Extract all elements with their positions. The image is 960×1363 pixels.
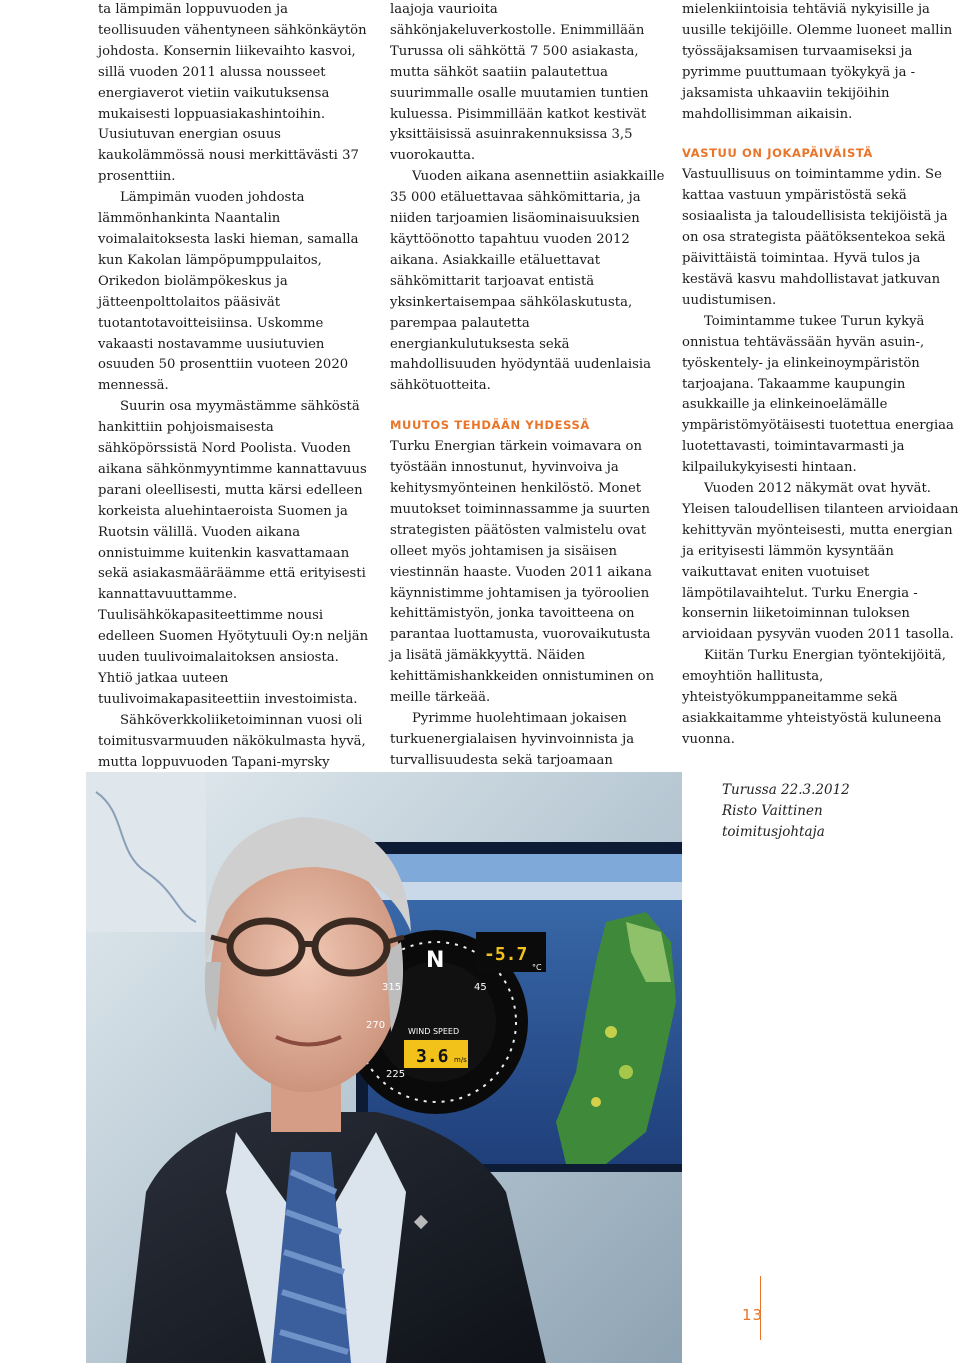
paragraph: Vuoden 2012 näkymät ovat hyvät. Yleisen taloudellisen tilanteen arvioidaan kehittyvän myönteisesti, mutta energian ja erityisesti lämmön kysyntään vaikuttavat eniten vuotuiset lämpötilavaihtelut. Turku Energia -konsernin liiketoiminnan tuloksen arvioidaan pysyvän vuoden 2011 tasolla. xyxy=(682,481,959,643)
paragraph: Vuoden aikana asennettiin asiakkaille 35 000 etäluettavaa sähkömittaria, ja niiden tarjoamien lisäominaisuuksien käyttöönotto tapahtuu vuoden 2012 aikana. Asiakkaille etäluettavat sähkömittarit tarjoavat entistä yksinkertaisempaa sähkölaskutusta, parempaa palautetta energiankulutuksesta sekä mahdollisuuden hyödyntää uudenlaisia sähkötuotteita. xyxy=(390,169,665,394)
section-heading: VASTUU ON JOKAPÄIVÄISTÄ xyxy=(682,146,873,161)
signature-block xyxy=(722,780,922,843)
gauge-degree-45: 45 xyxy=(474,982,487,993)
paragraph: Lämpimän vuoden johdosta lämmönhankinta Naantalin voimalaitoksesta laski hieman, samalla kun Kakolan lämpöpumppulaitos, Orikedon biolämpökeskus ja jätteenpolttolaitos pääsivät tuotantotavoitteisiinsa. Uskomme vakaasti nostavamme uusiutuvien osuuden 50 prosenttiin vuoteen 2020 mennessä. xyxy=(98,190,359,394)
paragraph: Vastuullisuus on toimintamme ydin. Se kattaa vastuun ympäristöstä sekä sosiaalista ja taloudellisista tekijöistä ja on osa strategista päätöksentekoa sekä päivittäistä toimintaa. Hyvä tulos ja kestävä kasvu mahdollistavat jatkuvan uudistumisen. xyxy=(682,167,948,308)
section-heading: MUUTOS TEHDÄÄN YHDESSÄ xyxy=(390,418,590,433)
gauge-degree-270: 270 xyxy=(366,1020,386,1031)
gauge-compass-n: N xyxy=(426,948,445,973)
gauge-degree-315: 315 xyxy=(382,982,402,993)
signature-name: Risto Vaittinen xyxy=(722,803,823,819)
temperature-value: -5.7 xyxy=(484,944,528,965)
paragraph: Pyrimme huolehtimaan jokaisen turkuenergialaisen hyvinvoinnista ja turvallisuudesta sekä tarjoamaan xyxy=(390,711,635,768)
wind-speed-label: WIND SPEED xyxy=(408,1027,460,1036)
paragraph: Kiitän Turku Energian työntekijöitä, emoyhtiön hallitusta, yhteistyökumppaneitamme sekä asiakkaitamme yhteistyöstä kuluneena vuonna. xyxy=(682,648,946,747)
signature-title: toimitusjohtaja xyxy=(722,824,825,840)
text-column-3 xyxy=(682,0,960,751)
wind-speed-unit: m/s xyxy=(454,1056,467,1064)
gauge-degree-225: 225 xyxy=(386,1069,406,1080)
wind-speed-value: 3.6 xyxy=(416,1046,449,1067)
paragraph: Toimintamme tukee Turun kykyä onnistua tehtävässään hyvän asuin-, työskentely- ja elinkeinoympäristön tarjoajana. Takaamme kaupungin asukkaille ja elinkeinoelämälle ympäristömyötäisesti tuotettua energiaa luotettavasti, toimintavarmasti ja kilpailukykyisesti hintaan. xyxy=(682,313,954,476)
paragraph: Suurin osa myymästämme sähköstä hankittiin pohjoismaisesta sähköpörssistä Nord Poolista. Vuoden aikana sähkönmyyntimme kannattavuus parani oleellisesti, mutta kärsi edelleen korkeista aluehintaeroista Suomen ja Ruotsin välillä. Vuoden aikana onnistuimme kuitenkin kasvattamaan sekä asiakasmääräämme että erityisesti kannattavuuttamme. Tuulisähkökapasiteettimme nousi edelleen Suomen Hyötytuuli Oy:n neljän uuden tuulivoimalaitoksen ansiosta. Yhtiö jatkaa uuteen tuulivoimakapasiteettiin investoimista. xyxy=(98,399,369,707)
page-number: 13 xyxy=(742,1306,764,1324)
text-column-1 xyxy=(98,0,374,794)
text-column-2 xyxy=(390,0,666,772)
temperature-unit: °C xyxy=(532,963,542,972)
paragraph: mielenkiintoisia tehtäviä nykyisille ja uusille tekijöille. Olemme luoneet mallin työssäjaksamisen turvaamiseksi ja pyrimme puuttumaan työkykyä ja -jaksamista uhkaaviin tekijöihin mahdollisimman aikaisin. xyxy=(682,2,953,122)
paragraph: Turku Energian tärkein voimavara on työstään innostunut, hyvinvoiva ja kehitysmyönteinen henkilöstö. Monet muutokset toiminnassamme ja suurten strategisten päätösten valmistelu ovat olleet myös johtamisen ja sisäisen viestinnän haaste. Vuoden 2011 aikana käynnistimme johtamisen ja työroolien kehittämistyön, jonka tavoitteena on parantaa luottamusta, vuorovaikutusta ja lisätä jämäkkyyttä. Näiden kehittämishankkeiden onnistuminen on meille tärkeää. xyxy=(390,439,655,706)
paragraph: ta lämpimän loppuvuoden ja teollisuuden vähentyneen sähkönkäytön johdosta. Konsernin liikevaihto kasvoi, sillä vuoden 2011 alussa nousseet energiaverot vietiin vaikutuksensa mukaisesti loppuasiakashintoihin. Uusiutuvan energian osuus kaukolämmössä nousi merkittävästi 37 prosenttiin. xyxy=(98,2,367,185)
ceo-photo xyxy=(86,772,682,1363)
paragraph: laajoja vaurioita sähkönjakeluverkostolle. Enimmillään Turussa oli sähköttä 7 500 asiakasta, mutta sähköt saatiin palautettua suurimmalle osalle muutamien tuntien kuluessa. Pisimmillään katkot kestivät yksittäisissä asuinrakennuksissa 3,5 vuorokautta. xyxy=(390,2,649,164)
signature-place-date: Turussa 22.3.2012 xyxy=(722,782,850,798)
paragraph: Sähköverkkoliiketoiminnan vuosi oli toimitusvarmuuden näkökulmasta hyvä, mutta loppuvuoden Tapani-myrsky xyxy=(98,712,366,770)
